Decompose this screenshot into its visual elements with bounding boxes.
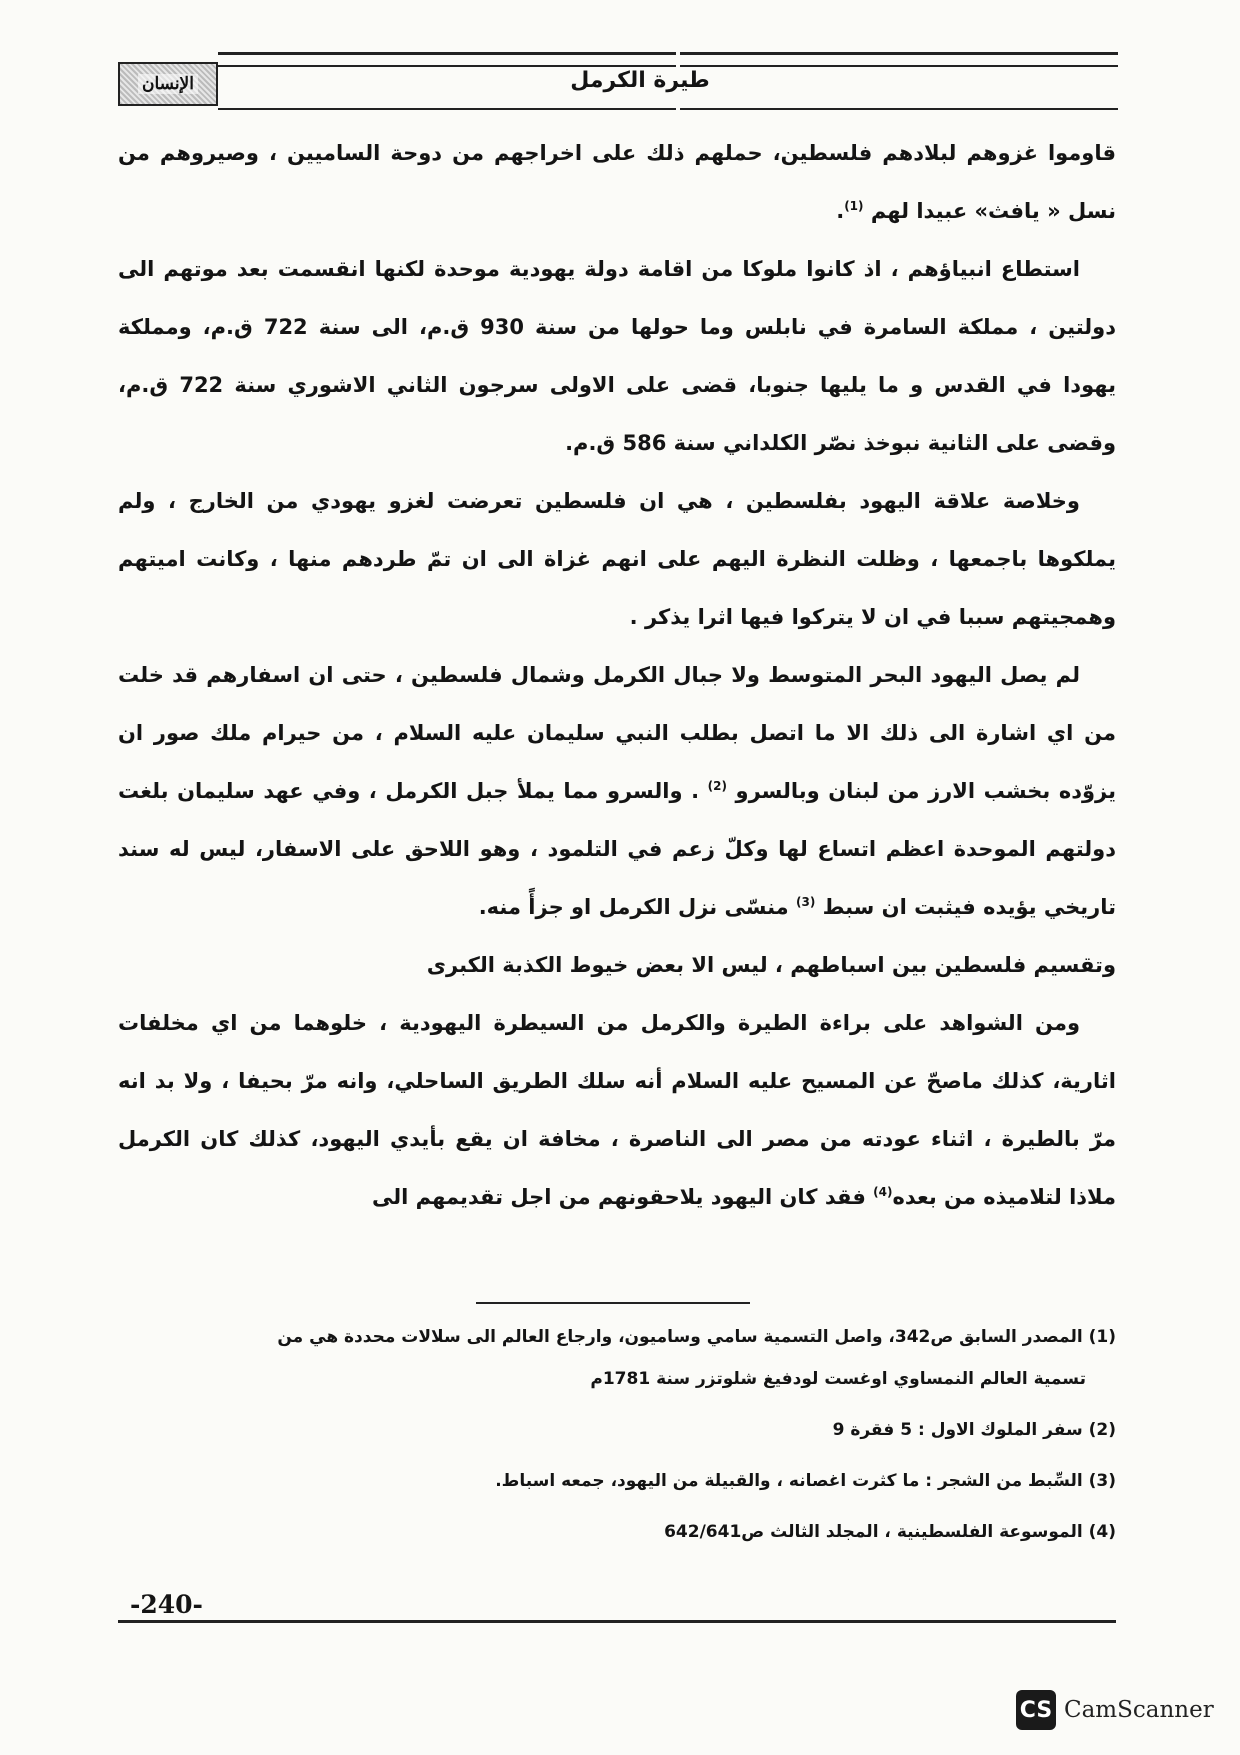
paragraph: ومن الشواهد على براءة الطيرة والكرمل من السيطرة اليهودية ، خلوهما من اي مخلفات اثارية، كذلك ماصحّ عن المسيح عليه السلام أنه سلك الطريق الساحلي، وانه مرّ بحيفا ، ولا بد انه مرّ بالطيرة ، اثناء عودته من مصر الى الناصرة ، مخافة ان يقع بأيدي اليهود، كذلك كان الكرمل ملاذا لتلاميذه من بعده$^{(4)}$ فقد كان اليهود يلاحقونهم من اجل تقديمهم الى: [118, 1011, 1116, 1209]
paragraph: استطاع انبياؤهم ، اذ كانوا ملوكا من اقامة دولة يهودية موحدة لكنها انقسمت بعد موتهم الى دولتين ، مملكة السامرة في نابلس وما حولها من سنة 930 ق.م، الى سنة 722 ق.م، ومملكة يهودا في القدس و ما يليها جنوبا، قضى على الاولى سرجون الثاني الاشوري سنة 722 ق.م، وقضى على الثانية نبوخذ نصّر الكلداني سنة 586 ق.م.: [118, 257, 1117, 455]
paragraph: وخلاصة علاقة اليهود بفلسطين ، هي ان فلسطين تعرضت لغزو يهودي من الخارج ، ولم يملكوها باجمعها ، وظلت النظرة اليهم على انهم غزاة الى ان تمّ طردهم منها ، وكانت اميتهم وهمجيتهم سببا في ان لا يتركوا فيها اثرا يذكر .: [118, 489, 1116, 629]
page-number: -240-: [130, 1590, 203, 1619]
book-logo: [118, 62, 218, 106]
footnote: (2) سفر الملوك الاول : 5 فقرة 9: [832, 1420, 1116, 1440]
header-bottom-rule: [218, 108, 676, 110]
paragraph: وتقسيم فلسطين بين اسباطهم ، ليس الا بعض خيوط الكذبة الكبرى: [426, 953, 1116, 977]
footnote-separator: [476, 1302, 750, 1304]
book-logo-text: الإنسان: [138, 74, 198, 94]
footnote-ref: (2): [707, 779, 727, 793]
camscanner-icon: CS: [1016, 1690, 1056, 1730]
body-text: [118, 124, 1116, 1226]
header-rule-right: [680, 52, 1118, 67]
camscanner-label: CamScanner: [1064, 1697, 1214, 1723]
footnotes: [118, 1322, 1116, 1568]
footnote-ref: (3): [795, 895, 816, 909]
running-title: طيرة الكرمل: [570, 68, 710, 93]
footer-rule: [118, 1620, 1116, 1623]
footnote-ref: (4): [873, 1185, 893, 1199]
footnote: (3) السِّبط من الشجر : ما كثرت اغصانه ، والقبيلة من اليهود، جمعه اسباط.: [495, 1471, 1116, 1491]
footnote-ref: (1): [844, 199, 864, 213]
paragraph: لم يصل اليهود البحر المتوسط ولا جبال الكرمل وشمال فلسطين ، حتى ان اسفارهم قد خلت من اي اشارة الى ذلك الا ما اتصل بطلب النبي سليمان عليه السلام ، من حيرام ملك صور ان يزوّده بخشب الارز من لبنان وبالسرو $^{(2)}$ . والسرو مما يملأ جبل الكرمل ، وفي عهد سليمان بلغت دولتهم الموحدة اعظم اتساع لها وكلّ زعم في التلمود ، وهو اللاحق على الاسفار، ليس له سند تاريخي يؤيده فيثبت ان سبط $^{(3)}$ منسّى نزل الكرمل او جزأً منه.: [118, 663, 1116, 919]
header-bottom-rule-right: [680, 108, 1118, 110]
scanner-watermark: [1016, 1690, 1214, 1730]
paragraph: قاوموا غزوهم لبلادهم فلسطين، حملهم ذلك على اخراجهم من دوحة الساميين ، وصيروهم من نسل « يافث» عبيدا لهم $^{(1)}$.: [118, 141, 1116, 223]
footnote: (1) المصدر السابق ص342، واصل التسمية سامي وساميون، وارجاع العالم الى سلالات محددة هي من تسمية العالم النمساوي اوغست لودفيغ شلوتزر سنة 1781م: [277, 1327, 1116, 1389]
footnote: (4) الموسوعة الفلسطينية ، المجلد الثالث ص642/641: [664, 1522, 1116, 1542]
header-rule-left: [218, 52, 676, 67]
